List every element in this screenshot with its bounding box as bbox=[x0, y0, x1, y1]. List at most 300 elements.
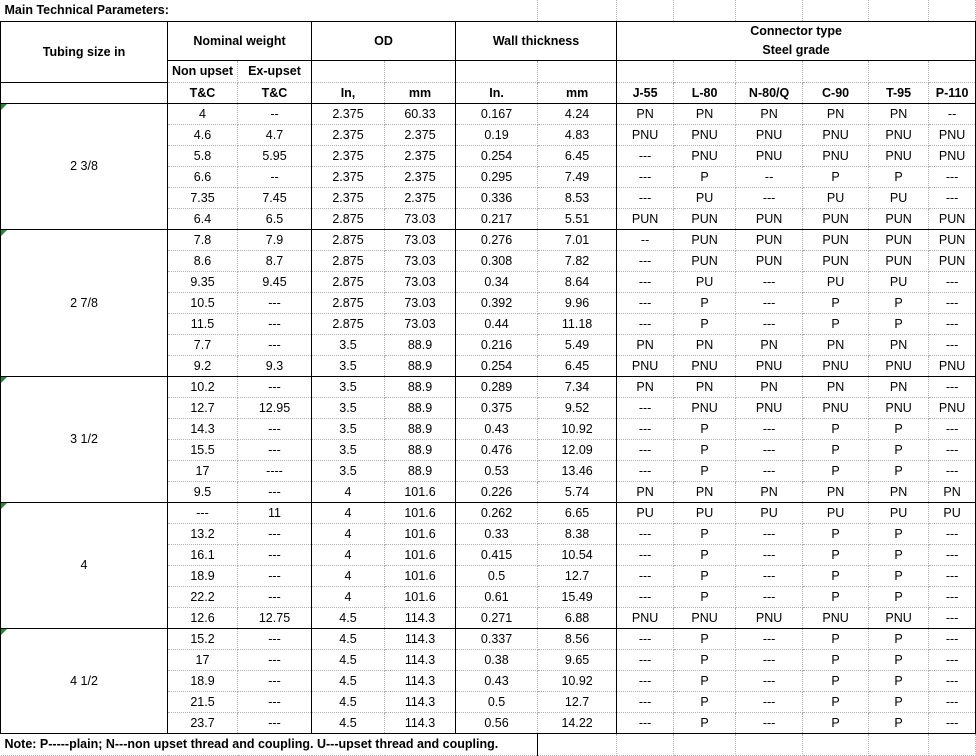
empty-cell[interactable] bbox=[929, 60, 976, 82]
cell-wt-mm[interactable]: 14.22 bbox=[538, 712, 617, 733]
cell-grade-p110[interactable]: --- bbox=[929, 418, 976, 439]
cell-wt-in[interactable]: 0.375 bbox=[456, 397, 538, 418]
cell-grade-c90[interactable]: P bbox=[803, 418, 869, 439]
cell-weight-ex-upset[interactable]: --- bbox=[238, 481, 312, 502]
cell-od-mm[interactable]: 114.3 bbox=[385, 670, 456, 691]
cell-grade-p110[interactable]: PUN bbox=[929, 208, 976, 229]
cell-grade-c90[interactable]: PN bbox=[803, 103, 869, 124]
cell-weight-ex-upset[interactable]: 5.95 bbox=[238, 145, 312, 166]
cell-grade-t95[interactable]: PNU bbox=[869, 124, 929, 145]
cell-wt-mm[interactable]: 10.92 bbox=[538, 670, 617, 691]
cell-wt-mm[interactable]: 8.64 bbox=[538, 271, 617, 292]
cell-grade-n80q[interactable]: --- bbox=[736, 649, 803, 670]
tubing-size-cell[interactable] bbox=[1, 502, 168, 628]
cell-weight-non-upset[interactable]: 11.5 bbox=[168, 313, 238, 334]
cell-od-in[interactable]: 3.5 bbox=[312, 418, 385, 439]
cell-grade-n80q[interactable]: --- bbox=[736, 187, 803, 208]
cell-od-mm[interactable]: 73.03 bbox=[385, 250, 456, 271]
cell-grade-n80q[interactable]: PUN bbox=[736, 229, 803, 250]
cell-weight-ex-upset[interactable]: --- bbox=[238, 649, 312, 670]
cell-grade-n80q[interactable]: --- bbox=[736, 439, 803, 460]
cell-weight-non-upset[interactable]: 18.9 bbox=[168, 565, 238, 586]
cell-grade-p110[interactable]: --- bbox=[929, 187, 976, 208]
cell-od-mm[interactable]: 101.6 bbox=[385, 481, 456, 502]
empty-cell[interactable] bbox=[674, 0, 736, 21]
empty-cell[interactable] bbox=[674, 60, 736, 82]
cell-wt-in[interactable]: 0.262 bbox=[456, 502, 538, 523]
cell-od-in[interactable]: 4.5 bbox=[312, 649, 385, 670]
cell-grade-l80[interactable]: P bbox=[674, 628, 736, 649]
cell-grade-n80q[interactable]: --- bbox=[736, 523, 803, 544]
cell-wt-mm[interactable]: 9.52 bbox=[538, 397, 617, 418]
cell-wt-in[interactable]: 0.19 bbox=[456, 124, 538, 145]
cell-grade-l80[interactable]: P bbox=[674, 670, 736, 691]
cell-weight-ex-upset[interactable]: 6.5 bbox=[238, 208, 312, 229]
cell-grade-j55[interactable]: --- bbox=[617, 628, 674, 649]
cell-od-mm[interactable]: 88.9 bbox=[385, 418, 456, 439]
cell-weight-non-upset[interactable]: 6.6 bbox=[168, 166, 238, 187]
cell-grade-n80q[interactable]: --- bbox=[736, 691, 803, 712]
cell-grade-p110[interactable]: --- bbox=[929, 691, 976, 712]
cell-grade-t95[interactable]: P bbox=[869, 565, 929, 586]
cell-od-mm[interactable]: 114.3 bbox=[385, 649, 456, 670]
cell-grade-n80q[interactable]: --- bbox=[736, 292, 803, 313]
cell-od-in[interactable]: 3.5 bbox=[312, 460, 385, 481]
cell-grade-c90[interactable]: P bbox=[803, 691, 869, 712]
cell-weight-non-upset[interactable]: 10.2 bbox=[168, 376, 238, 397]
cell-weight-ex-upset[interactable]: --- bbox=[238, 523, 312, 544]
cell-od-in[interactable]: 2.375 bbox=[312, 166, 385, 187]
cell-grade-t95[interactable]: P bbox=[869, 670, 929, 691]
cell-grade-j55[interactable]: --- bbox=[617, 523, 674, 544]
cell-weight-ex-upset[interactable]: --- bbox=[238, 712, 312, 733]
cell-grade-n80q[interactable]: --- bbox=[736, 586, 803, 607]
cell-wt-in[interactable]: 0.34 bbox=[456, 271, 538, 292]
empty-cell[interactable] bbox=[803, 0, 869, 21]
empty-cell[interactable] bbox=[736, 0, 803, 21]
cell-grade-n80q[interactable]: PN bbox=[736, 481, 803, 502]
cell-grade-j55[interactable]: PNU bbox=[617, 607, 674, 628]
cell-od-mm[interactable]: 101.6 bbox=[385, 565, 456, 586]
cell-grade-c90[interactable]: P bbox=[803, 166, 869, 187]
cell-grade-n80q[interactable]: PUN bbox=[736, 208, 803, 229]
cell-grade-t95[interactable]: PUN bbox=[869, 250, 929, 271]
cell-grade-j55[interactable]: --- bbox=[617, 670, 674, 691]
cell-wt-in[interactable]: 0.44 bbox=[456, 313, 538, 334]
cell-grade-p110[interactable]: --- bbox=[929, 439, 976, 460]
cell-grade-l80[interactable]: PN bbox=[674, 376, 736, 397]
cell-grade-l80[interactable]: P bbox=[674, 439, 736, 460]
empty-cell[interactable] bbox=[617, 0, 674, 21]
cell-grade-n80q[interactable]: --- bbox=[736, 565, 803, 586]
empty-cell[interactable] bbox=[929, 0, 976, 21]
cell-wt-in[interactable]: 0.56 bbox=[456, 712, 538, 733]
cell-weight-ex-upset[interactable]: 11 bbox=[238, 502, 312, 523]
cell-od-mm[interactable]: 88.9 bbox=[385, 397, 456, 418]
cell-grade-j55[interactable]: --- bbox=[617, 649, 674, 670]
cell-grade-t95[interactable]: PUN bbox=[869, 208, 929, 229]
cell-wt-in[interactable]: 0.167 bbox=[456, 103, 538, 124]
cell-grade-c90[interactable]: PUN bbox=[803, 208, 869, 229]
cell-grade-l80[interactable]: P bbox=[674, 523, 736, 544]
cell-wt-in[interactable]: 0.337 bbox=[456, 628, 538, 649]
cell-grade-c90[interactable]: PNU bbox=[803, 145, 869, 166]
cell-grade-p110[interactable]: --- bbox=[929, 712, 976, 733]
cell-grade-p110[interactable]: PNU bbox=[929, 124, 976, 145]
cell-od-in[interactable]: 3.5 bbox=[312, 355, 385, 376]
cell-weight-ex-upset[interactable]: --- bbox=[238, 313, 312, 334]
cell-od-in[interactable]: 2.875 bbox=[312, 250, 385, 271]
cell-grade-j55[interactable]: --- bbox=[617, 691, 674, 712]
cell-grade-n80q[interactable]: PNU bbox=[736, 145, 803, 166]
cell-weight-ex-upset[interactable]: -- bbox=[238, 166, 312, 187]
cell-grade-l80[interactable]: PU bbox=[674, 502, 736, 523]
cell-wt-in[interactable]: 0.415 bbox=[456, 544, 538, 565]
cell-weight-non-upset[interactable]: 22.2 bbox=[168, 586, 238, 607]
cell-wt-in[interactable]: 0.53 bbox=[456, 460, 538, 481]
cell-od-in[interactable]: 4 bbox=[312, 523, 385, 544]
cell-weight-non-upset[interactable]: 23.7 bbox=[168, 712, 238, 733]
empty-cell[interactable] bbox=[869, 733, 929, 755]
empty-cell[interactable] bbox=[736, 733, 803, 755]
cell-od-mm[interactable]: 73.03 bbox=[385, 229, 456, 250]
cell-weight-non-upset[interactable]: 5.8 bbox=[168, 145, 238, 166]
cell-wt-in[interactable]: 0.217 bbox=[456, 208, 538, 229]
cell-od-mm[interactable]: 73.03 bbox=[385, 313, 456, 334]
cell-od-in[interactable]: 2.375 bbox=[312, 187, 385, 208]
cell-weight-non-upset[interactable]: 6.4 bbox=[168, 208, 238, 229]
cell-od-mm[interactable]: 2.375 bbox=[385, 124, 456, 145]
cell-grade-l80[interactable]: PUN bbox=[674, 250, 736, 271]
cell-grade-j55[interactable]: --- bbox=[617, 544, 674, 565]
cell-grade-n80q[interactable]: --- bbox=[736, 712, 803, 733]
tubing-size-cell[interactable] bbox=[1, 376, 168, 502]
cell-grade-l80[interactable]: P bbox=[674, 712, 736, 733]
cell-weight-ex-upset[interactable]: --- bbox=[238, 376, 312, 397]
cell-grade-c90[interactable]: P bbox=[803, 544, 869, 565]
cell-od-in[interactable]: 4 bbox=[312, 565, 385, 586]
cell-grade-c90[interactable]: PNU bbox=[803, 397, 869, 418]
empty-cell[interactable] bbox=[617, 60, 674, 82]
cell-wt-mm[interactable]: 4.83 bbox=[538, 124, 617, 145]
cell-wt-in[interactable]: 0.476 bbox=[456, 439, 538, 460]
cell-od-in[interactable]: 4.5 bbox=[312, 691, 385, 712]
cell-grade-j55[interactable]: PNU bbox=[617, 355, 674, 376]
cell-weight-non-upset[interactable]: 7.7 bbox=[168, 334, 238, 355]
cell-grade-p110[interactable]: --- bbox=[929, 334, 976, 355]
cell-od-in[interactable]: 2.875 bbox=[312, 271, 385, 292]
cell-od-mm[interactable]: 88.9 bbox=[385, 334, 456, 355]
cell-wt-mm[interactable]: 6.45 bbox=[538, 355, 617, 376]
cell-grade-c90[interactable]: PU bbox=[803, 187, 869, 208]
cell-wt-mm[interactable]: 6.45 bbox=[538, 145, 617, 166]
cell-grade-p110[interactable]: --- bbox=[929, 523, 976, 544]
cell-grade-t95[interactable]: P bbox=[869, 649, 929, 670]
cell-od-in[interactable]: 2.375 bbox=[312, 145, 385, 166]
cell-grade-j55[interactable]: PUN bbox=[617, 208, 674, 229]
cell-wt-mm[interactable]: 8.53 bbox=[538, 187, 617, 208]
cell-grade-p110[interactable]: --- bbox=[929, 460, 976, 481]
cell-weight-ex-upset[interactable]: 9.45 bbox=[238, 271, 312, 292]
cell-grade-t95[interactable]: P bbox=[869, 523, 929, 544]
cell-weight-non-upset[interactable]: 4 bbox=[168, 103, 238, 124]
cell-weight-non-upset[interactable]: 16.1 bbox=[168, 544, 238, 565]
cell-grade-n80q[interactable]: --- bbox=[736, 418, 803, 439]
cell-wt-in[interactable]: 0.5 bbox=[456, 565, 538, 586]
cell-grade-c90[interactable]: PNU bbox=[803, 355, 869, 376]
cell-wt-mm[interactable]: 15.49 bbox=[538, 586, 617, 607]
cell-grade-p110[interactable]: PN bbox=[929, 481, 976, 502]
cell-od-in[interactable]: 4.5 bbox=[312, 607, 385, 628]
cell-weight-non-upset[interactable]: 7.35 bbox=[168, 187, 238, 208]
cell-weight-ex-upset[interactable]: 4.7 bbox=[238, 124, 312, 145]
cell-grade-j55[interactable]: --- bbox=[617, 271, 674, 292]
cell-grade-t95[interactable]: P bbox=[869, 439, 929, 460]
cell-wt-in[interactable]: 0.5 bbox=[456, 691, 538, 712]
cell-weight-non-upset[interactable]: 13.2 bbox=[168, 523, 238, 544]
empty-cell[interactable] bbox=[538, 733, 617, 755]
cell-grade-p110[interactable]: --- bbox=[929, 292, 976, 313]
cell-grade-t95[interactable]: PU bbox=[869, 271, 929, 292]
cell-grade-j55[interactable]: --- bbox=[617, 586, 674, 607]
cell-grade-j55[interactable]: --- bbox=[617, 460, 674, 481]
cell-wt-mm[interactable]: 12.7 bbox=[538, 691, 617, 712]
cell-wt-mm[interactable]: 7.34 bbox=[538, 376, 617, 397]
cell-grade-l80[interactable]: PNU bbox=[674, 124, 736, 145]
cell-grade-l80[interactable]: P bbox=[674, 460, 736, 481]
cell-grade-t95[interactable]: P bbox=[869, 544, 929, 565]
cell-grade-p110[interactable]: --- bbox=[929, 607, 976, 628]
cell-weight-ex-upset[interactable]: --- bbox=[238, 586, 312, 607]
cell-weight-non-upset[interactable]: 14.3 bbox=[168, 418, 238, 439]
cell-grade-p110[interactable]: --- bbox=[929, 586, 976, 607]
cell-grade-l80[interactable]: PN bbox=[674, 103, 736, 124]
cell-grade-t95[interactable]: P bbox=[869, 460, 929, 481]
cell-wt-mm[interactable]: 12.7 bbox=[538, 565, 617, 586]
cell-grade-p110[interactable]: PUN bbox=[929, 229, 976, 250]
empty-cell[interactable] bbox=[538, 60, 617, 82]
cell-grade-j55[interactable]: --- bbox=[617, 313, 674, 334]
cell-wt-mm[interactable]: 8.56 bbox=[538, 628, 617, 649]
cell-grade-j55[interactable]: --- bbox=[617, 565, 674, 586]
cell-weight-ex-upset[interactable]: --- bbox=[238, 691, 312, 712]
cell-wt-in[interactable]: 0.271 bbox=[456, 607, 538, 628]
cell-weight-ex-upset[interactable]: --- bbox=[238, 565, 312, 586]
cell-weight-non-upset[interactable]: 12.7 bbox=[168, 397, 238, 418]
cell-grade-p110[interactable]: --- bbox=[929, 565, 976, 586]
cell-od-in[interactable]: 4 bbox=[312, 481, 385, 502]
cell-grade-l80[interactable]: PNU bbox=[674, 607, 736, 628]
cell-grade-l80[interactable]: PNU bbox=[674, 145, 736, 166]
empty-cell[interactable] bbox=[312, 60, 385, 82]
cell-grade-j55[interactable]: --- bbox=[617, 187, 674, 208]
cell-od-mm[interactable]: 60.33 bbox=[385, 103, 456, 124]
cell-grade-c90[interactable]: P bbox=[803, 649, 869, 670]
cell-grade-l80[interactable]: PUN bbox=[674, 229, 736, 250]
cell-od-mm[interactable]: 114.3 bbox=[385, 628, 456, 649]
empty-cell[interactable] bbox=[869, 0, 929, 21]
cell-od-mm[interactable]: 101.6 bbox=[385, 523, 456, 544]
cell-od-mm[interactable]: 2.375 bbox=[385, 187, 456, 208]
cell-grade-l80[interactable]: PN bbox=[674, 481, 736, 502]
cell-weight-ex-upset[interactable]: --- bbox=[238, 544, 312, 565]
cell-wt-mm[interactable]: 7.01 bbox=[538, 229, 617, 250]
cell-od-in[interactable]: 2.375 bbox=[312, 124, 385, 145]
cell-grade-p110[interactable]: --- bbox=[929, 649, 976, 670]
cell-grade-t95[interactable]: P bbox=[869, 292, 929, 313]
cell-weight-non-upset[interactable]: 17 bbox=[168, 460, 238, 481]
cell-wt-mm[interactable]: 9.96 bbox=[538, 292, 617, 313]
tubing-size-cell[interactable] bbox=[1, 229, 168, 376]
cell-weight-non-upset[interactable]: 15.2 bbox=[168, 628, 238, 649]
cell-grade-t95[interactable]: P bbox=[869, 712, 929, 733]
cell-grade-t95[interactable]: PN bbox=[869, 481, 929, 502]
cell-grade-c90[interactable]: P bbox=[803, 460, 869, 481]
cell-weight-ex-upset[interactable]: --- bbox=[238, 334, 312, 355]
cell-wt-in[interactable]: 0.61 bbox=[456, 586, 538, 607]
cell-grade-l80[interactable]: PUN bbox=[674, 208, 736, 229]
cell-wt-in[interactable]: 0.289 bbox=[456, 376, 538, 397]
empty-cell[interactable] bbox=[538, 0, 617, 21]
cell-weight-non-upset[interactable]: 18.9 bbox=[168, 670, 238, 691]
cell-grade-p110[interactable]: PNU bbox=[929, 355, 976, 376]
cell-grade-n80q[interactable]: --- bbox=[736, 313, 803, 334]
cell-grade-t95[interactable]: P bbox=[869, 418, 929, 439]
cell-weight-ex-upset[interactable]: --- bbox=[238, 670, 312, 691]
cell-wt-mm[interactable]: 10.54 bbox=[538, 544, 617, 565]
cell-wt-mm[interactable]: 5.49 bbox=[538, 334, 617, 355]
cell-grade-p110[interactable]: --- bbox=[929, 670, 976, 691]
cell-wt-in[interactable]: 0.33 bbox=[456, 523, 538, 544]
cell-grade-t95[interactable]: P bbox=[869, 628, 929, 649]
cell-grade-c90[interactable]: P bbox=[803, 439, 869, 460]
cell-od-in[interactable]: 4 bbox=[312, 502, 385, 523]
cell-od-mm[interactable]: 88.9 bbox=[385, 355, 456, 376]
cell-od-mm[interactable]: 73.03 bbox=[385, 208, 456, 229]
cell-od-in[interactable]: 2.875 bbox=[312, 313, 385, 334]
cell-grade-l80[interactable]: P bbox=[674, 292, 736, 313]
cell-grade-n80q[interactable]: --- bbox=[736, 670, 803, 691]
cell-grade-c90[interactable]: P bbox=[803, 586, 869, 607]
cell-grade-n80q[interactable]: PU bbox=[736, 502, 803, 523]
cell-wt-mm[interactable]: 13.46 bbox=[538, 460, 617, 481]
cell-grade-n80q[interactable]: --- bbox=[736, 271, 803, 292]
cell-od-mm[interactable]: 88.9 bbox=[385, 376, 456, 397]
cell-weight-non-upset[interactable]: 17 bbox=[168, 649, 238, 670]
cell-grade-l80[interactable]: P bbox=[674, 544, 736, 565]
cell-od-in[interactable]: 3.5 bbox=[312, 376, 385, 397]
empty-cell[interactable] bbox=[869, 60, 929, 82]
cell-wt-mm[interactable]: 5.74 bbox=[538, 481, 617, 502]
cell-od-mm[interactable]: 101.6 bbox=[385, 544, 456, 565]
empty-cell[interactable] bbox=[674, 733, 736, 755]
cell-grade-t95[interactable]: P bbox=[869, 313, 929, 334]
cell-grade-t95[interactable]: PNU bbox=[869, 145, 929, 166]
cell-grade-j55[interactable]: --- bbox=[617, 439, 674, 460]
cell-wt-mm[interactable]: 6.65 bbox=[538, 502, 617, 523]
cell-grade-l80[interactable]: P bbox=[674, 649, 736, 670]
cell-od-mm[interactable]: 2.375 bbox=[385, 145, 456, 166]
cell-grade-l80[interactable]: PNU bbox=[674, 397, 736, 418]
cell-grade-l80[interactable]: P bbox=[674, 586, 736, 607]
cell-grade-n80q[interactable]: PN bbox=[736, 376, 803, 397]
cell-grade-n80q[interactable]: --- bbox=[736, 460, 803, 481]
cell-grade-t95[interactable]: PNU bbox=[869, 355, 929, 376]
cell-grade-t95[interactable]: PN bbox=[869, 103, 929, 124]
cell-wt-in[interactable]: 0.254 bbox=[456, 355, 538, 376]
cell-grade-n80q[interactable]: PNU bbox=[736, 607, 803, 628]
cell-grade-p110[interactable]: PU bbox=[929, 502, 976, 523]
empty-cell[interactable] bbox=[385, 60, 456, 82]
cell-grade-p110[interactable]: -- bbox=[929, 103, 976, 124]
cell-grade-t95[interactable]: PNU bbox=[869, 607, 929, 628]
cell-weight-non-upset[interactable]: 10.5 bbox=[168, 292, 238, 313]
cell-od-mm[interactable]: 73.03 bbox=[385, 292, 456, 313]
cell-weight-non-upset[interactable]: --- bbox=[168, 502, 238, 523]
cell-wt-in[interactable]: 0.276 bbox=[456, 229, 538, 250]
cell-grade-c90[interactable]: PN bbox=[803, 481, 869, 502]
cell-weight-ex-upset[interactable]: 8.7 bbox=[238, 250, 312, 271]
cell-grade-n80q[interactable]: PNU bbox=[736, 397, 803, 418]
cell-grade-t95[interactable]: PU bbox=[869, 502, 929, 523]
cell-weight-non-upset[interactable]: 9.2 bbox=[168, 355, 238, 376]
cell-grade-n80q[interactable]: -- bbox=[736, 166, 803, 187]
cell-grade-n80q[interactable]: PNU bbox=[736, 124, 803, 145]
cell-weight-ex-upset[interactable]: 12.95 bbox=[238, 397, 312, 418]
cell-grade-c90[interactable]: P bbox=[803, 292, 869, 313]
cell-wt-mm[interactable]: 5.51 bbox=[538, 208, 617, 229]
cell-od-in[interactable]: 4.5 bbox=[312, 628, 385, 649]
cell-weight-non-upset[interactable]: 15.5 bbox=[168, 439, 238, 460]
cell-wt-in[interactable]: 0.226 bbox=[456, 481, 538, 502]
cell-grade-c90[interactable]: PN bbox=[803, 376, 869, 397]
cell-weight-ex-upset[interactable]: --- bbox=[238, 292, 312, 313]
cell-grade-p110[interactable]: PNU bbox=[929, 397, 976, 418]
cell-grade-c90[interactable]: P bbox=[803, 313, 869, 334]
cell-od-in[interactable]: 2.875 bbox=[312, 208, 385, 229]
cell-od-in[interactable]: 4.5 bbox=[312, 712, 385, 733]
cell-grade-n80q[interactable]: --- bbox=[736, 628, 803, 649]
cell-grade-n80q[interactable]: PN bbox=[736, 334, 803, 355]
cell-grade-p110[interactable]: --- bbox=[929, 544, 976, 565]
cell-wt-mm[interactable]: 11.18 bbox=[538, 313, 617, 334]
cell-weight-ex-upset[interactable]: --- bbox=[238, 418, 312, 439]
empty-cell[interactable] bbox=[929, 733, 976, 755]
cell-grade-t95[interactable]: P bbox=[869, 586, 929, 607]
cell-wt-mm[interactable]: 10.92 bbox=[538, 418, 617, 439]
cell-grade-p110[interactable]: --- bbox=[929, 376, 976, 397]
cell-grade-c90[interactable]: PUN bbox=[803, 250, 869, 271]
cell-wt-mm[interactable]: 7.49 bbox=[538, 166, 617, 187]
cell-weight-ex-upset[interactable]: --- bbox=[238, 439, 312, 460]
cell-od-mm[interactable]: 2.375 bbox=[385, 166, 456, 187]
cell-grade-p110[interactable]: --- bbox=[929, 271, 976, 292]
cell-grade-j55[interactable]: --- bbox=[617, 292, 674, 313]
cell-grade-l80[interactable]: P bbox=[674, 313, 736, 334]
cell-od-mm[interactable]: 114.3 bbox=[385, 607, 456, 628]
cell-od-in[interactable]: 2.375 bbox=[312, 103, 385, 124]
cell-grade-p110[interactable]: --- bbox=[929, 313, 976, 334]
cell-wt-mm[interactable]: 6.88 bbox=[538, 607, 617, 628]
cell-grade-j55[interactable]: --- bbox=[617, 397, 674, 418]
cell-grade-n80q[interactable]: PUN bbox=[736, 250, 803, 271]
cell-wt-mm[interactable]: 7.82 bbox=[538, 250, 617, 271]
cell-weight-non-upset[interactable]: 12.6 bbox=[168, 607, 238, 628]
cell-grade-p110[interactable]: --- bbox=[929, 628, 976, 649]
cell-grade-t95[interactable]: PU bbox=[869, 187, 929, 208]
cell-grade-l80[interactable]: PNU bbox=[674, 355, 736, 376]
cell-grade-c90[interactable]: P bbox=[803, 670, 869, 691]
